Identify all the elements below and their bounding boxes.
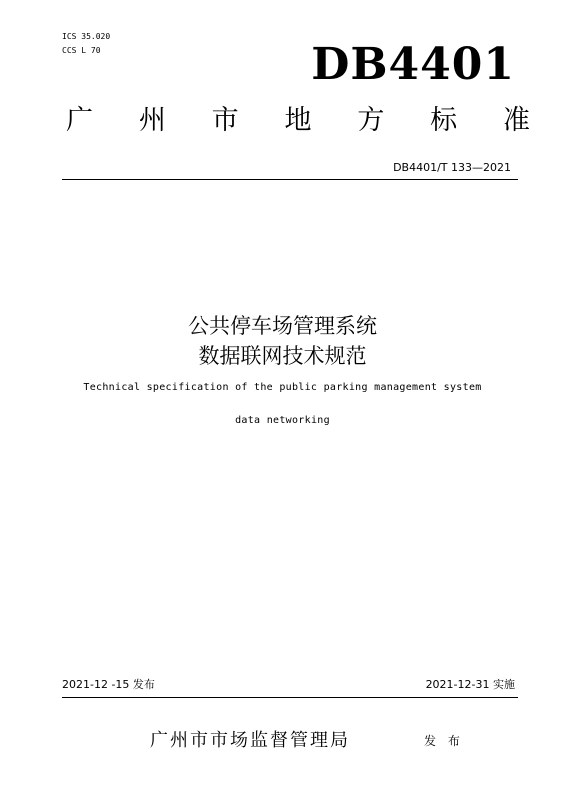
standard-type-char: 标 (430, 105, 458, 136)
standard-type-char: 准 (502, 105, 530, 136)
standard-type-char: 方 (357, 105, 385, 136)
ics-code: ICS 35.020 (62, 32, 111, 41)
standard-number: DB4401/T 133—2021 (393, 161, 511, 174)
document-title-line-1: 公共停车场管理系统 (188, 314, 377, 338)
publish-label: 发 布 (424, 734, 464, 748)
standard-code: DB4401 (311, 39, 515, 90)
standard-type-char: 广 (66, 105, 93, 136)
english-title-line-2: data networking (235, 415, 330, 426)
standard-type-char: 市 (211, 105, 239, 136)
ccs-code: CCS L 70 (62, 46, 101, 55)
standard-type-char: 州 (138, 105, 166, 136)
standard-type-char: 地 (284, 105, 312, 136)
standard-type (66, 104, 530, 138)
header-divider (62, 179, 518, 180)
footer-divider (62, 697, 518, 698)
publisher-name: 广州市市场监督管理局 (150, 730, 350, 751)
issue-date: 2021-12 -15 发布 (62, 678, 155, 691)
document-title-line-2: 数据联网技术规范 (198, 344, 367, 368)
english-title-line-1: Technical specification of the public parking management system (83, 382, 482, 393)
implementation-date: 2021-12-31 实施 (425, 678, 515, 691)
